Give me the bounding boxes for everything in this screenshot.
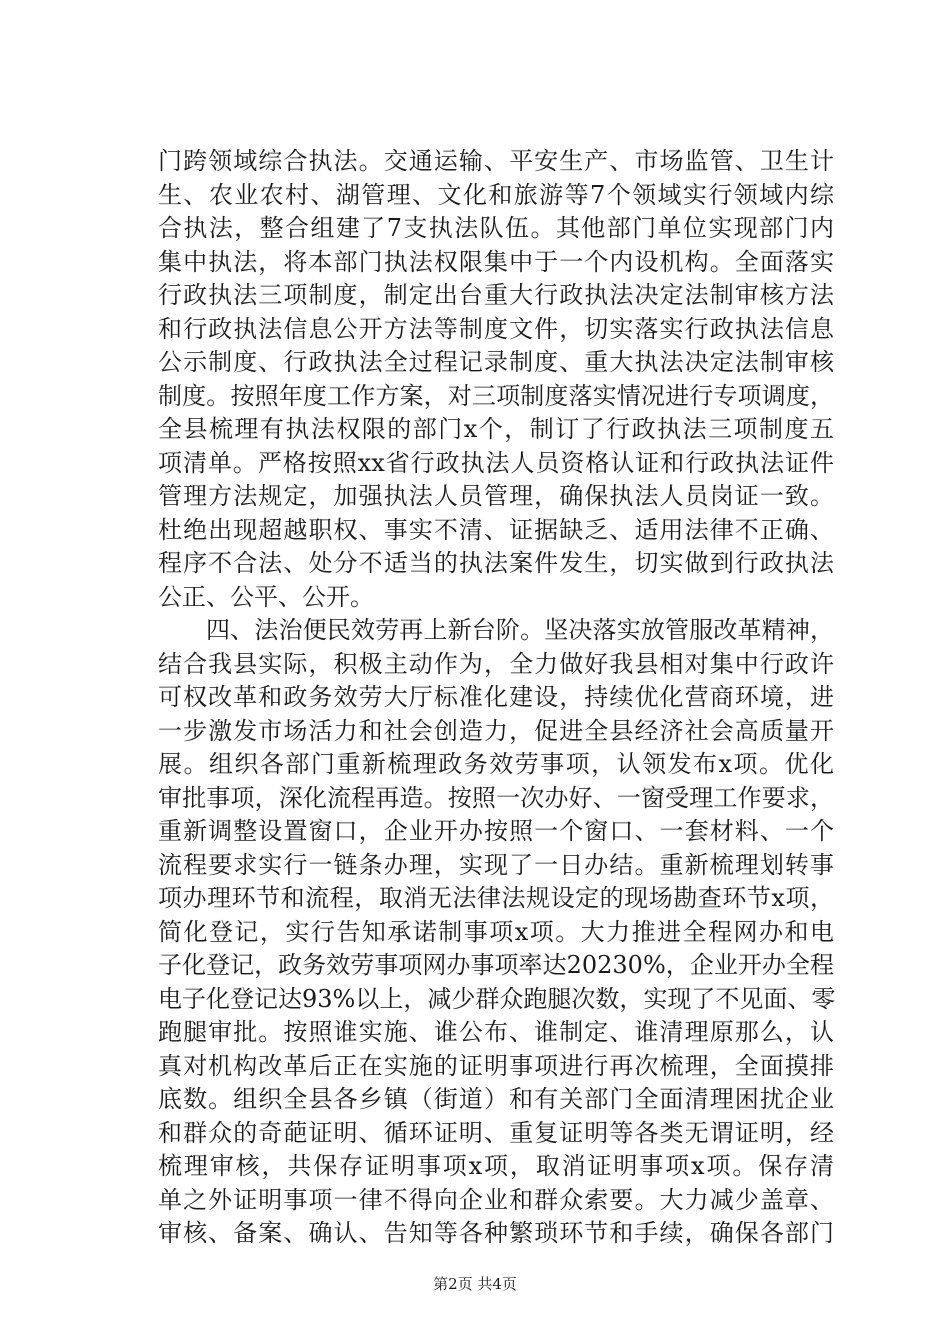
- text-line: 可权改革和政务效劳大厅标准化建设，持续优化营商环境，进: [158, 683, 834, 711]
- text-line: 公正、公平、公开。: [158, 582, 374, 611]
- text-line: 和行政执法信息公开方法等制度文件，切实落实行政执法信息: [158, 314, 834, 343]
- text-line: 结合我县实际，积极主动作为，全力做好我县相对集中行政许: [158, 649, 834, 678]
- text-line: 杜绝出现超越职权、事实不清、证据缺乏、适用法律不正确、: [158, 515, 834, 544]
- text-line: 流程要求实行一链条办理，实现了一日办结。重新梳理划转事: [158, 850, 834, 879]
- page-footer: 第2页 共4页: [433, 1275, 517, 1293]
- text-line: 梳理审核，共保存证明事项x项，取消证明事项x项。保存清: [158, 1152, 834, 1180]
- text-line: 四、法治便民效劳再上新台阶。坚决落实放管服改革精神，: [206, 616, 834, 644]
- text-line: 电子化登记达93%以上，减少群众跑腿次数，实现了不见面、零: [158, 984, 836, 1013]
- text-line: 项清单。严格按照xx省行政执法人员资格认证和行政执法证件: [158, 448, 834, 477]
- text-line: 管理方法规定，加强执法人员管理，确保执法人员岗证一致。: [158, 482, 834, 510]
- paragraph-2: [158, 614, 834, 1251]
- text-line: 简化登记，实行告知承诺制事项x项。大力推进全程网办和电: [158, 917, 834, 946]
- text-line: 公示制度、行政执法全过程记录制度、重大执法决定法制审核: [158, 348, 834, 376]
- text-line: 项办理环节和流程，取消无法律法规设定的现场勘查环节x项，: [158, 884, 834, 912]
- text-line: 跑腿审批。按照谁实施、谁公布、谁制定、谁清理原那么，认: [158, 1018, 834, 1046]
- text-line: 重新调整设置窗口，企业开办按照一个窗口、一套材料、一个: [158, 817, 834, 845]
- text-line: 行政执法三项制度，制定出台重大行政执法决定法制审核方法: [158, 281, 834, 309]
- paragraph-1: [158, 145, 834, 614]
- text-line: 集中执法，将本部门执法权限集中于一个内设机构。全面落实: [158, 247, 834, 276]
- text-line: 生、农业农村、湖管理、文化和旅游等7个领域实行领域内综: [158, 180, 834, 209]
- text-line: 真对机构改革后正在实施的证明事项进行再次梳理，全面摸排: [158, 1051, 834, 1080]
- text-line: 审批事项，深化流程再造。按照一次办好、一窗受理工作要求，: [158, 783, 834, 812]
- text-line: 展。组织各部门重新梳理政务效劳事项，认领发布x项。优化: [158, 750, 834, 778]
- text-line: 底数。组织全县各乡镇（街道）和有关部门全面清理困扰企业: [158, 1085, 834, 1113]
- text-line: 一步激发市场活力和社会创造力，促进全县经济社会高质量开: [158, 716, 834, 745]
- text-line: 审核、备案、确认、告知等各种繁琐环节和手续，确保各部门: [158, 1219, 834, 1247]
- text-line: 单之外证明事项一律不得向企业和群众索要。大力减少盖章、: [158, 1185, 834, 1214]
- text-line: 子化登记，政务效劳事项网办事项率达20230%，企业开办全程: [158, 951, 834, 979]
- text-line: 程序不合法、处分不适当的执法案件发生，切实做到行政执法: [158, 549, 834, 577]
- text-line: 合执法，整合组建了7支执法队伍。其他部门单位实现部门内: [158, 214, 834, 242]
- document-body: [158, 145, 834, 1251]
- text-line: 制度。按照年度工作方案，对三项制度落实情况进行专项调度，: [158, 381, 834, 410]
- text-line: 和群众的奇葩证明、循环证明、重复证明等各类无谓证明，经: [158, 1118, 834, 1147]
- text-line: 全县梳理有执法权限的部门x个，制订了行政执法三项制度五: [158, 415, 834, 443]
- text-line: 门跨领域综合执法。交通运输、平安生产、市场监管、卫生计: [158, 147, 834, 175]
